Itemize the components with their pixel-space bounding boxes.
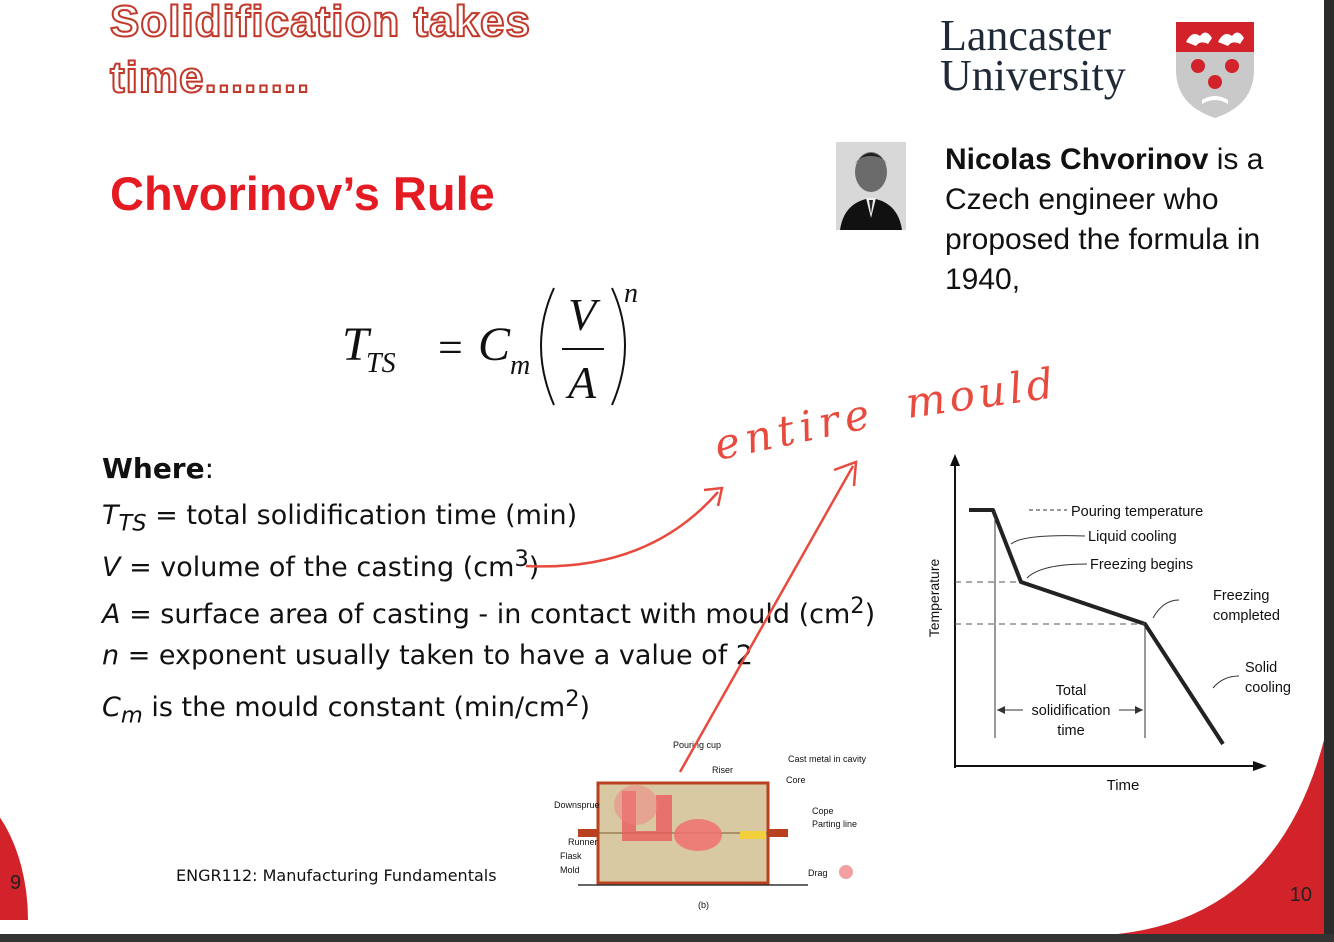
label-freezing: Freezing xyxy=(1213,588,1270,604)
definition-close: ) xyxy=(528,552,540,583)
label-cast-metal: Cast metal in cavity xyxy=(788,754,867,764)
label-runner: Runner xyxy=(568,837,598,847)
label-time: time xyxy=(1057,723,1085,739)
definition-area xyxy=(102,593,875,630)
logo-line-1: Lancaster xyxy=(940,11,1111,60)
formula-constant: C xyxy=(478,318,511,371)
definition-symbol: V xyxy=(102,552,121,583)
casting-cavity xyxy=(674,819,722,851)
solid-cooling-leader xyxy=(1213,676,1239,688)
previous-page-number: 9 xyxy=(10,872,22,894)
slide xyxy=(28,0,1324,934)
definition-close: ) xyxy=(579,692,591,723)
definition-mould-constant xyxy=(102,686,590,728)
sand-casting-diagram xyxy=(518,735,867,915)
label-solidification: solidification xyxy=(1031,703,1111,719)
definition-subscript: TS xyxy=(118,510,147,537)
label-parting-line: Parting line xyxy=(812,819,858,829)
where-heading xyxy=(102,452,214,485)
formula-constant-subscript: m xyxy=(510,350,531,381)
y-axis-arrow-icon xyxy=(950,454,960,466)
right-arrow-icon xyxy=(1135,706,1143,714)
definition-superscript: 3 xyxy=(514,546,529,572)
ink-highlight xyxy=(614,785,658,825)
flask-pin-right xyxy=(768,829,788,837)
definition-symbol: n xyxy=(102,640,120,671)
headline-line-2: time........ xyxy=(110,53,311,102)
label-pouring-cup: Pouring cup xyxy=(673,740,722,750)
label-solid: Solid xyxy=(1245,660,1278,676)
label-flask: Flask xyxy=(560,851,582,861)
headline-line-1: Solidification takes xyxy=(110,0,531,46)
bio-name: Nicolas Chvorinov xyxy=(945,143,1209,176)
where-label: Where xyxy=(102,452,205,485)
formula-numerator: V xyxy=(568,289,597,340)
definition-superscript: 2 xyxy=(850,593,865,619)
chvorinov-portrait xyxy=(836,142,906,230)
formula-lhs: T xyxy=(342,318,369,371)
definition-subscript: m xyxy=(120,702,143,729)
definition-text: = exponent usually taken to have a value of 2 xyxy=(119,640,753,671)
definition-exponent xyxy=(102,640,753,671)
logo-line-2: University xyxy=(940,51,1126,100)
handwritten-entire: entire xyxy=(709,387,880,470)
formula-lhs-subscript: TS xyxy=(366,348,396,379)
label-downsprue: Downsprue xyxy=(554,800,600,810)
handwritten-mould: mould xyxy=(902,358,1061,428)
definition-symbol: C xyxy=(102,692,121,723)
rule-title: Chvorinov’s Rule xyxy=(110,167,495,220)
label-riser: Riser xyxy=(712,765,734,775)
definition-close: ) xyxy=(864,599,876,630)
label-figure-b: (b) xyxy=(698,900,709,910)
label-completed: completed xyxy=(1213,608,1280,624)
chvorinov-formula xyxy=(328,270,638,420)
definition-text: = surface area of casting - in contact with mould (cm xyxy=(120,599,851,630)
definition-text: is the mould constant (min/cm xyxy=(142,692,566,723)
slide-headline xyxy=(110,0,531,106)
label-drag: Drag xyxy=(808,868,828,878)
window-bottom-bar xyxy=(0,934,1334,942)
label-core: Core xyxy=(786,775,806,785)
definition-symbol: A xyxy=(102,599,121,630)
definition-text: = volume of the casting (cm xyxy=(120,552,515,583)
label-mold: Mold xyxy=(560,865,580,875)
label-cooling: cooling xyxy=(1245,680,1291,696)
previous-slide-edge xyxy=(0,0,28,934)
where-colon: : xyxy=(204,452,215,485)
definition-superscript: 2 xyxy=(565,686,580,712)
chvorinov-bio xyxy=(945,140,1315,300)
formula-equals: = xyxy=(438,323,463,372)
previous-slide-swoosh xyxy=(0,780,28,920)
freezing-begins-leader xyxy=(1027,564,1087,578)
label-total: Total xyxy=(1055,683,1087,699)
annotation-arrowhead-icon xyxy=(704,488,722,506)
definition-volume xyxy=(102,546,539,583)
formula-left-paren xyxy=(541,288,554,405)
university-shield-icon xyxy=(1174,20,1256,120)
annotation-arrowhead-icon xyxy=(834,462,856,486)
formula-exponent: n xyxy=(624,278,638,309)
label-freezing-begins: Freezing begins xyxy=(1090,557,1194,573)
liquid-cooling-leader xyxy=(1011,536,1085,544)
label-liquid-cooling: Liquid cooling xyxy=(1088,529,1177,545)
definition-tts xyxy=(102,500,577,536)
bio-text: is a Czech engineer who proposed the formula in 1940, xyxy=(945,143,1264,296)
x-axis-label: Time xyxy=(1106,777,1140,794)
definition-text: = total solidification time (min) xyxy=(146,500,578,531)
flask-pin-left xyxy=(578,829,598,837)
y-axis-label: Temperature xyxy=(926,558,942,638)
core-print xyxy=(740,831,766,839)
course-footer: ENGR112: Manufacturing Fundamentals xyxy=(176,866,497,885)
label-pouring-temperature: Pouring temperature xyxy=(1071,504,1204,520)
formula-denominator: A xyxy=(568,357,597,408)
label-cope: Cope xyxy=(812,806,834,816)
definition-symbol: T xyxy=(102,500,119,531)
university-logo-text xyxy=(940,11,1126,100)
freezing-completed-leader xyxy=(1153,600,1179,618)
page-number: 10 xyxy=(1289,884,1312,906)
left-arrow-icon xyxy=(997,706,1005,714)
